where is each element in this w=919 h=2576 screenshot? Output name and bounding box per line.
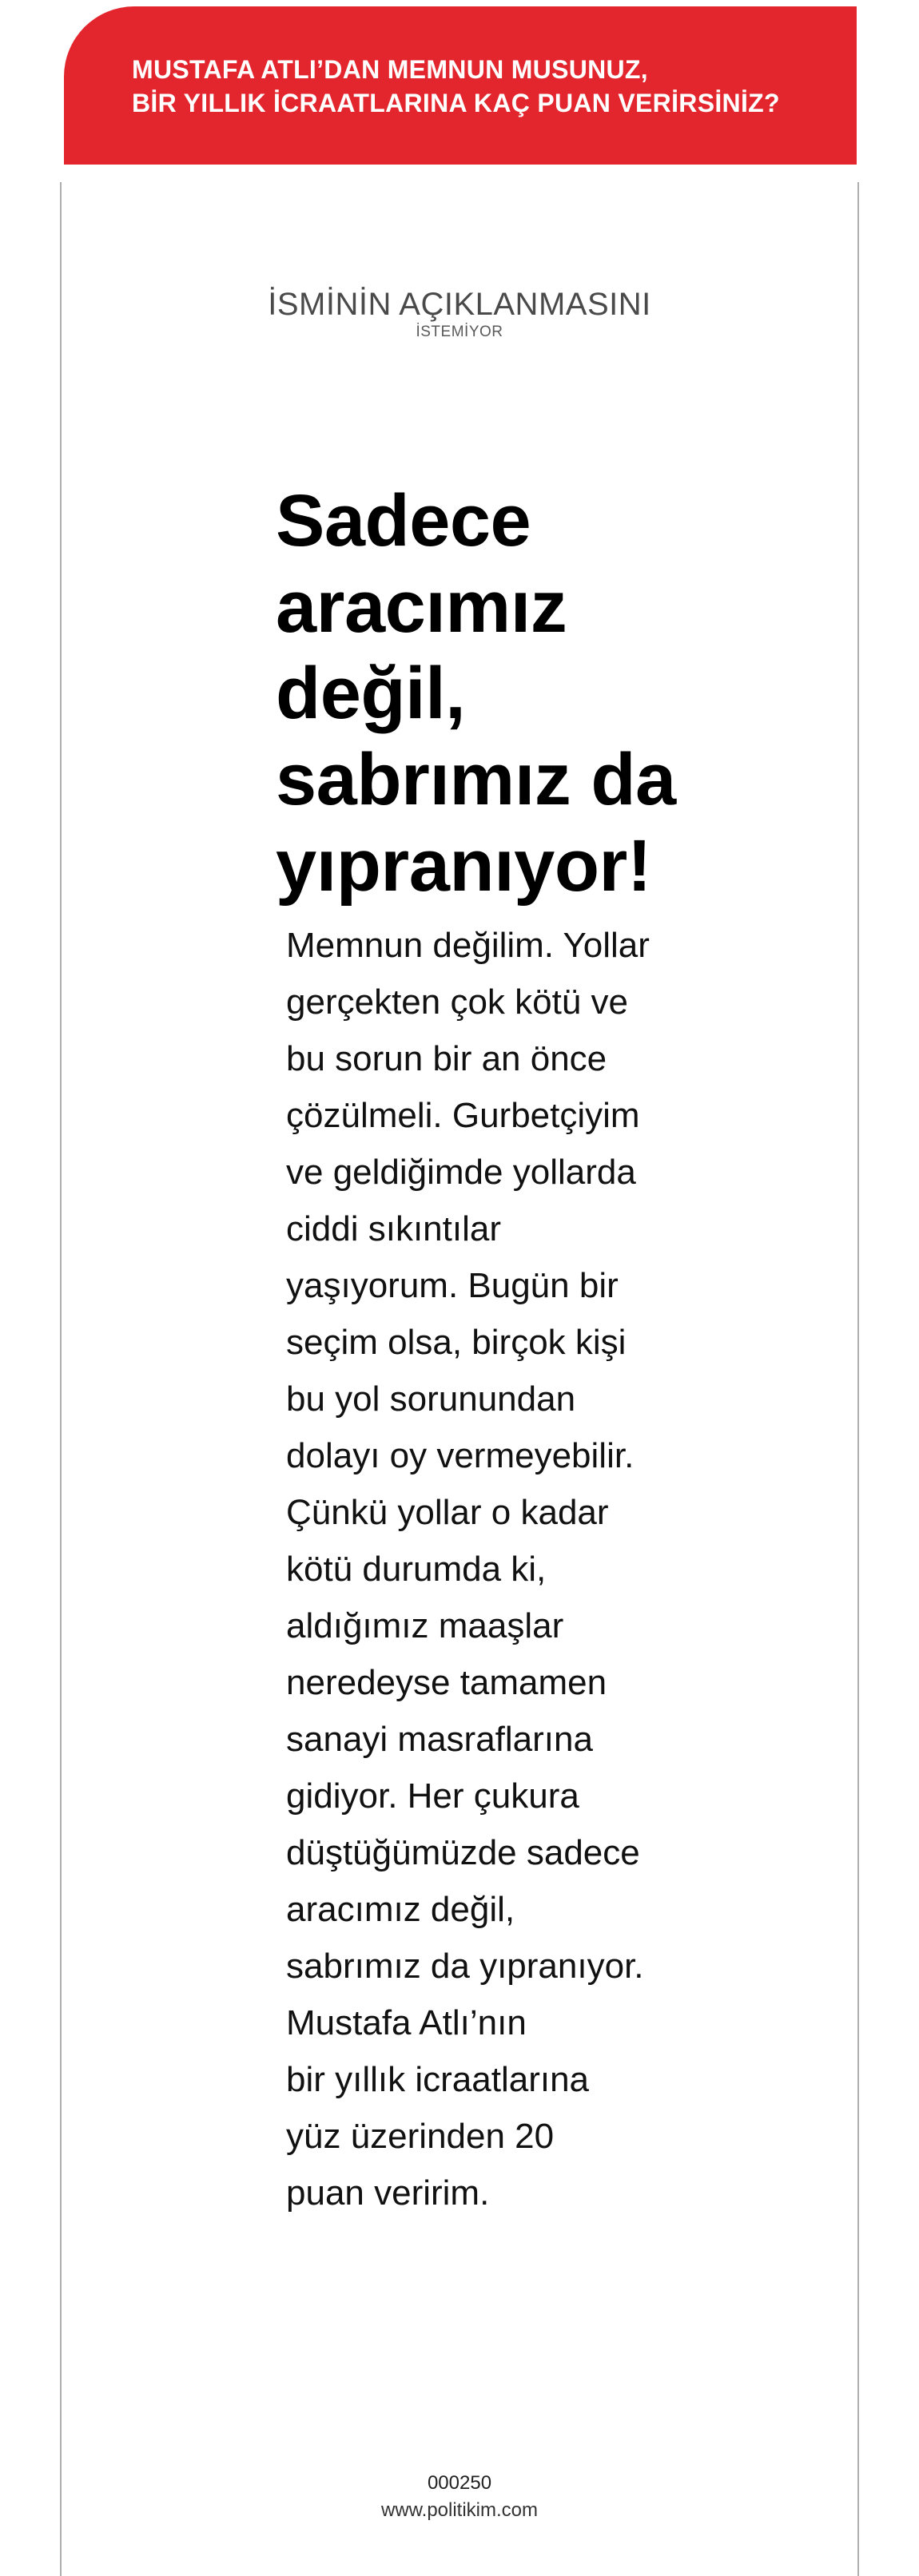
body-line: neredeyse tamamen: [286, 1663, 607, 1702]
body-line: seçim olsa, birçok kişi: [286, 1323, 627, 1362]
body-line: yaşıyorum. Bugün bir: [286, 1266, 619, 1305]
body-line: bir yıllık icraatlarına: [286, 2060, 590, 2099]
right-divider: [857, 182, 859, 2576]
headline: [276, 478, 691, 909]
author-name: İSMİNİN AÇIKLANMASINI: [268, 287, 651, 322]
question-banner: [64, 6, 857, 165]
headline-line: aracımız: [276, 566, 567, 648]
body-line: dolayı oy vermeyebilir.: [286, 1436, 635, 1475]
headline-line: sabrımız da: [276, 739, 676, 820]
body-line: bu sorun bir an önce: [286, 1039, 607, 1078]
body-line: sanayi masraflarına: [286, 1720, 593, 1759]
footer: [0, 2470, 919, 2524]
body-line: Memnun değilim. Yollar: [286, 926, 650, 965]
website-url: www.politikim.com: [380, 2499, 539, 2521]
author-block: [0, 285, 919, 341]
body-line: düştüğümüzde sadece: [286, 1833, 640, 1872]
body-line: sabrımız da yıpranıyor.: [286, 1947, 644, 1986]
body-line: aldığımız maaşlar: [286, 1606, 564, 1645]
banner-line-1: MUSTAFA ATLI’DAN MEMNUN MUSUNUZ,: [132, 55, 648, 84]
body-line: gidiyor. Her çukura: [286, 1776, 579, 1816]
headline-line: değil,: [276, 653, 466, 734]
body-line: bu yol sorunundan: [286, 1379, 576, 1419]
body-line: ciddi sıkıntılar: [286, 1209, 501, 1248]
body-line: aracımız değil,: [286, 1890, 515, 1929]
body-line: yüz üzerinden 20: [286, 2117, 555, 2156]
page-code: 000250: [427, 2472, 492, 2494]
body-line: çözülmeli. Gurbetçiyim: [286, 1096, 640, 1135]
author-subtitle: İSTEMİYOR: [416, 323, 503, 340]
body-line: ve geldiğimde yollarda: [286, 1153, 636, 1192]
banner-line-2: BİR YILLIK İCRAATLARINA KAÇ PUAN VERİRSİNİZ?: [132, 89, 780, 117]
body-line: kötü durumda ki,: [286, 1550, 547, 1589]
body-line: Mustafa Atlı’nın: [286, 2003, 527, 2042]
body-text: [286, 917, 702, 2221]
body-line: puan veririm.: [286, 2173, 490, 2213]
body-line: Çünkü yollar o kadar: [286, 1493, 609, 1532]
body-line: gerçekten çok kötü ve: [286, 982, 629, 1022]
headline-line: Sadece: [276, 480, 531, 562]
headline-line: yıpranıyor!: [276, 825, 651, 907]
left-divider: [60, 182, 62, 2576]
